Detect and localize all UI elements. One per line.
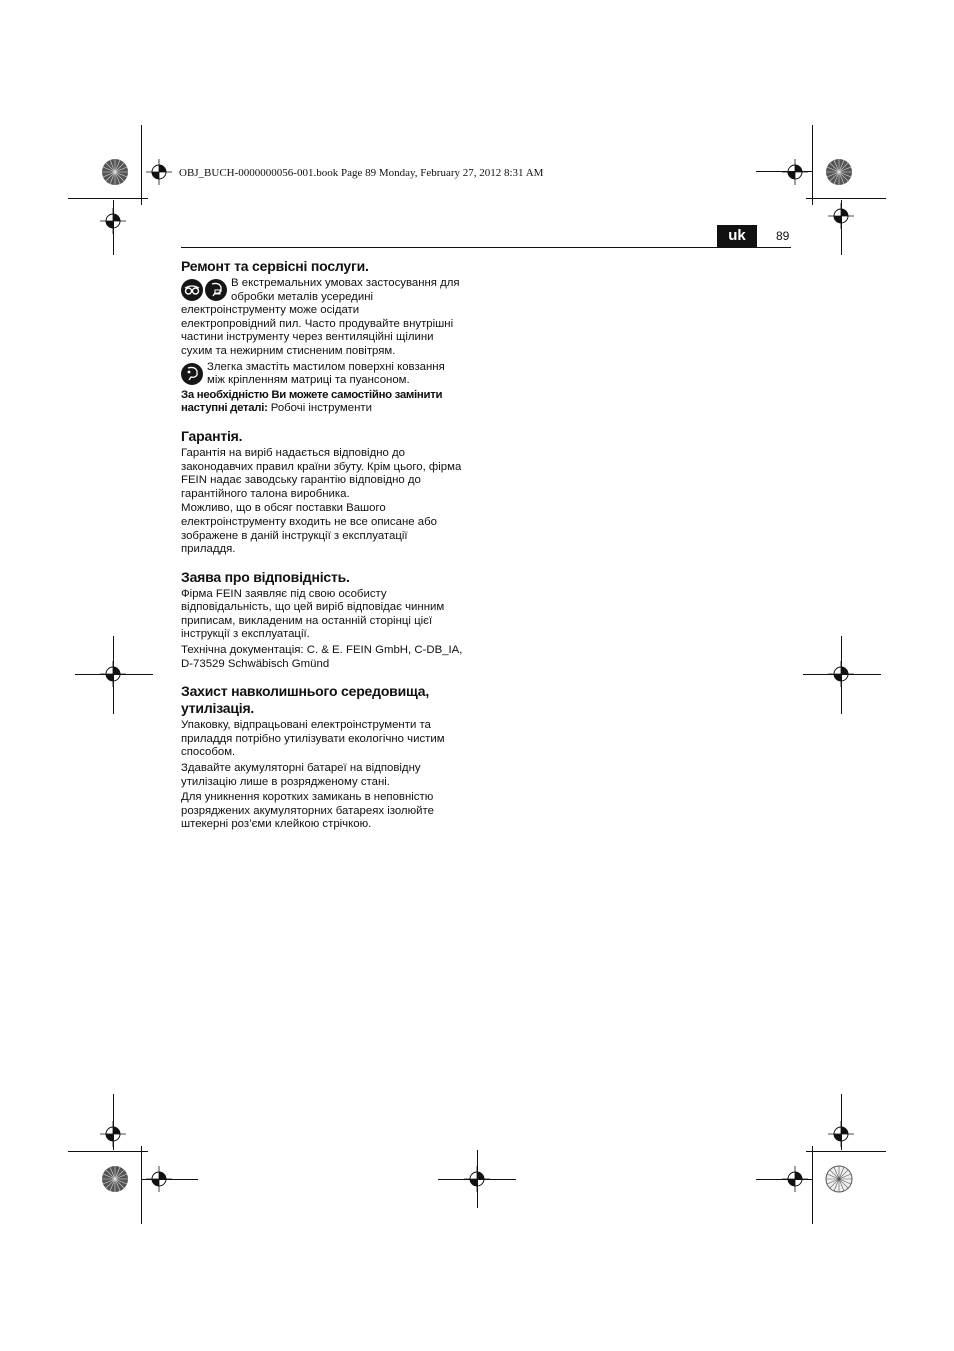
crop-line bbox=[806, 1151, 886, 1152]
crop-line bbox=[113, 636, 114, 714]
crop-line bbox=[141, 1146, 142, 1224]
section-heading: Гарантія. bbox=[181, 427, 243, 444]
safety-icons bbox=[181, 279, 227, 301]
crop-line bbox=[68, 198, 148, 199]
color-target-icon bbox=[101, 158, 129, 186]
crop-line bbox=[841, 200, 842, 255]
paragraph: Гарантія на виріб надається відповідно до законодавчих правил країни збуту. Крім цього, фірма FEIN надає заводську гарантію відповідно до гарантійного талона виробника. bbox=[181, 446, 462, 500]
replaceable-parts: За необхідністю Ви можете самостійно замінити наступні деталі: Робочі інструменти bbox=[181, 388, 443, 415]
crop-line bbox=[113, 1094, 114, 1150]
color-target-icon bbox=[101, 1165, 129, 1193]
section-conformity bbox=[181, 569, 479, 672]
crop-line bbox=[841, 636, 842, 714]
paragraph: електропровідний пил. Часто продувайте внутрішні частини інструменту через вентиляційні щілини сухим та нежирним стисненим повітрям. bbox=[181, 317, 454, 357]
paragraph: Фірма FEIN заявляє під свою особисту відповідальність, що цей виріб відповідає чинним приписам, викладеним на останній сторінці цієї інструкції з експлуатації. bbox=[181, 587, 445, 641]
color-target-icon bbox=[825, 1165, 853, 1193]
paragraph: Для уникнення коротких замикань в неповністю розряджених акумуляторних батареях ізолюйте штекерні роз’єми клейкою стрічкою. bbox=[181, 791, 434, 831]
crop-line bbox=[803, 674, 881, 675]
section-repair bbox=[181, 258, 479, 416]
icon-paragraph bbox=[181, 277, 479, 359]
crop-line bbox=[756, 1179, 813, 1180]
registration-mark-icon bbox=[782, 159, 808, 185]
dust-mask-icon bbox=[205, 279, 227, 301]
crop-line bbox=[756, 171, 813, 172]
crop-line bbox=[68, 1151, 148, 1152]
paragraph: В екстремальних умовах застосування для обробки металів усередині електроінструменту може осідати bbox=[181, 277, 460, 317]
crop-line bbox=[812, 125, 813, 205]
crop-line bbox=[75, 674, 153, 675]
crop-line bbox=[141, 125, 142, 205]
crop-line bbox=[806, 198, 886, 199]
section-heading: Захист навколишнього середовища, утилізація. bbox=[181, 683, 430, 717]
document-content bbox=[181, 258, 479, 832]
color-target-icon bbox=[825, 158, 853, 186]
icon-paragraph bbox=[181, 361, 479, 388]
crop-line bbox=[141, 1179, 198, 1180]
paragraph: Здавайте акумуляторні батареї на відповідну утилізацію лише в розрядженому стані. bbox=[181, 762, 421, 788]
registration-mark-icon bbox=[146, 159, 172, 185]
paragraph: Технічна документація: C. & E. FEIN GmbH, C-DB_IA, D-73529 Schwäbisch Gmünd bbox=[181, 644, 463, 670]
language-badge: uk bbox=[717, 225, 757, 247]
paragraph: Злегка змастіть мастилом поверхні ковзання між кріпленням матриці та пуансоном. bbox=[207, 360, 445, 387]
crop-line bbox=[113, 200, 114, 255]
crop-line bbox=[477, 1150, 478, 1208]
page-number: 89 bbox=[776, 229, 790, 243]
section-warranty bbox=[181, 428, 479, 557]
section-environment bbox=[181, 683, 479, 832]
goggles-icon bbox=[181, 279, 203, 301]
crop-line bbox=[841, 1094, 842, 1150]
section-heading: Заява про відповідність. bbox=[181, 568, 350, 585]
paragraph: Можливо, що в обсяг поставки Вашого електроінструменту входить не все описане або зображене в даній інструкції з експлуатації приладдя. bbox=[181, 502, 437, 556]
lubrication-icon bbox=[181, 363, 203, 385]
paragraph: Упаковку, відпрацьовані електроінструменти та приладдя потрібно утилізувати екологічно чистим способом. bbox=[181, 719, 445, 759]
print-header: OBJ_BUCH-0000000056-001.book Page 89 Monday, February 27, 2012 8:31 AM bbox=[179, 167, 544, 179]
crop-line bbox=[812, 1146, 813, 1224]
section-heading: Ремонт та сервісні послуги. bbox=[181, 258, 369, 274]
safety-icons bbox=[181, 363, 203, 385]
header-rule bbox=[181, 247, 791, 248]
